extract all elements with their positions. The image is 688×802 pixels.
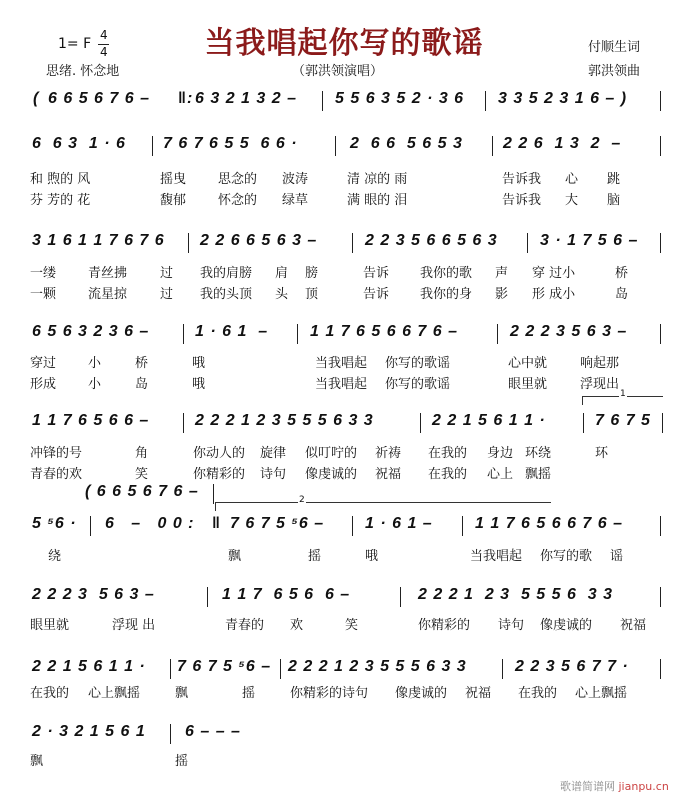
lyric-verse-2: 一颗 (30, 287, 57, 302)
lyric-verse-2: 岛 (135, 377, 149, 392)
barline (335, 136, 336, 156)
measure-notes: ( 6 6 5 6 7 6 – (85, 483, 199, 500)
lyric-verse-2: 小 (88, 377, 102, 392)
barline (660, 659, 661, 679)
lyric-verse-2: 心上 (487, 467, 514, 482)
lyric-verse-1: 心 (565, 172, 579, 187)
lyric-verse-1: 穿过 (30, 356, 57, 371)
measure-notes: 7 6 7 5 (595, 412, 651, 429)
barline (90, 516, 91, 536)
time-signature-top: 4 (100, 28, 108, 42)
barline (662, 413, 663, 433)
performer: （郭洪领演唱） (292, 64, 384, 79)
measure-notes: 2 2 6 1 3 2 – (503, 135, 622, 152)
measure-notes: 2 2 2 3 5 6 3 – (510, 323, 628, 340)
lyric-verse-1: 飘 (228, 549, 242, 564)
measure-notes: 3 1 6 1 1 7 6 7 6 (32, 232, 165, 249)
lyric-verse-1: 在我的 (518, 686, 558, 701)
lyric-verse-1: 冲锋的号 (30, 446, 83, 461)
measure-notes: 2 2 6 6 5 6 3 – (200, 232, 318, 249)
barline (583, 413, 584, 433)
barline (170, 659, 171, 679)
lyric-verse-1: 旋律 (260, 446, 287, 461)
lyric-verse-1: 跳 (607, 172, 621, 187)
measure-notes: 7 6 7 5 ⁵6 – (177, 658, 272, 675)
lyric-verse-2: 流星掠 (88, 287, 128, 302)
lyric-verse-1: 哦 (192, 356, 206, 371)
lyric-verse-1: 和 煦的 风 (30, 172, 91, 187)
lyric-verse-1: 声 (495, 266, 509, 281)
barline (660, 324, 661, 344)
measure-notes: 6 – 0 0 : (105, 515, 195, 532)
measure-notes: 3 · 1 7 5 6 – (540, 232, 639, 249)
measure-notes: 1 1 7 6 5 6 6 7 6 – (475, 515, 623, 532)
tempo-mood: 思绪. 怀念地 (46, 64, 120, 79)
barline (660, 91, 661, 111)
composer: 郭洪领曲 (588, 64, 641, 79)
lyric-verse-2: 岛 (615, 287, 629, 302)
barline (497, 324, 498, 344)
barline (188, 233, 189, 253)
lyric-verse-1: 青春的 (225, 618, 265, 633)
barline (183, 413, 184, 433)
lyric-verse-1: 你写的歌 (540, 549, 593, 564)
lyric-verse-1: 你写的歌谣 (385, 356, 451, 371)
lyric-verse-2: 哦 (192, 377, 206, 392)
lyric-verse-1: 欢 (290, 618, 304, 633)
lyric-verse-1: 告诉 (363, 266, 390, 281)
lyric-verse-1: 哦 (365, 549, 379, 564)
lyric-verse-1: 祝福 (620, 618, 647, 633)
measure-notes: 6 3 2 1 3 2 – (195, 90, 297, 107)
measure-notes: 5 ⁵6 · (32, 515, 77, 532)
lyric-verse-1: 响起那 (580, 356, 620, 371)
barline (183, 324, 184, 344)
barline (400, 587, 401, 607)
lyric-verse-1: 摇曳 (160, 172, 187, 187)
barline (502, 659, 503, 679)
measure-notes: 3 3 5 2 3 1 6 – ) (498, 90, 628, 107)
measure-notes: 2 6 6 5 6 5 3 (350, 135, 463, 152)
lyric-verse-1: 祝福 (465, 686, 492, 701)
lyric-verse-1: 飘 (30, 754, 44, 769)
lyric-verse-1: 青丝拂 (88, 266, 128, 281)
measure-notes: 2 2 1 5 6 1 1 · (432, 412, 546, 429)
barline (527, 233, 528, 253)
watermark-site: jianpu.cn (618, 780, 669, 793)
lyric-verse-1: 浮现 出 (112, 618, 156, 633)
lyric-verse-2: 像虔诚的 (305, 467, 358, 482)
barline (280, 659, 281, 679)
barline (322, 91, 323, 111)
measure-notes: 7 6 7 5 ⁵6 – (230, 515, 325, 532)
lyric-verse-1: 桥 (615, 266, 629, 281)
lyric-verse-1: 心中就 (508, 356, 548, 371)
lyric-verse-1: 环绕 (525, 446, 552, 461)
measure-notes: 5 5 6 3 5 2 · 3 6 (335, 90, 465, 107)
lyric-verse-2: 当我唱起 (315, 377, 368, 392)
lyric-verse-2: 诗句 (260, 467, 287, 482)
lyric-verse-1: 摇 (242, 686, 256, 701)
lyric-verse-1: 我你的歌 (420, 266, 473, 281)
barline (660, 516, 661, 536)
lyric-verse-2: 告诉 (363, 287, 390, 302)
key-signature: 1= F (58, 36, 92, 52)
lyric-verse-1: 清 凉的 雨 (347, 172, 408, 187)
lyric-verse-2: 你写的歌谣 (385, 377, 451, 392)
lyric-verse-1: 告诉我 (502, 172, 542, 187)
lyric-verse-2: 在我的 (428, 467, 468, 482)
lyric-verse-1: 穿 过小 (532, 266, 576, 281)
lyric-verse-1: 像虔诚的 (540, 618, 593, 633)
barline (152, 136, 153, 156)
lyric-verse-1: 桥 (135, 356, 149, 371)
barline (660, 587, 661, 607)
lyric-verse-1: 身边 (487, 446, 514, 461)
repeat-sign: ‖ (212, 515, 221, 532)
volta-1-label: 1 (620, 389, 626, 399)
measure-notes: 2 2 2 1 2 3 5 5 5 6 3 3 (418, 586, 614, 603)
barline (352, 233, 353, 253)
lyric-verse-2: 眼里就 (508, 377, 548, 392)
volta-2 (215, 495, 551, 511)
lyric-verse-1: 绕 (48, 549, 62, 564)
barline (170, 724, 171, 744)
lyric-verse-1: 当我唱起 (470, 549, 523, 564)
barline (207, 587, 208, 607)
measure-notes: 2 2 3 5 6 7 7 · (515, 658, 629, 675)
measure-notes: 7 6 7 6 5 5 6 6 · (163, 135, 298, 152)
lyric-verse-1: 诗句 (498, 618, 525, 633)
lyric-verse-1: 心上飘摇 (575, 686, 628, 701)
lyric-verse-1: 摇 (175, 754, 189, 769)
lyric-verse-2: 过 (160, 287, 174, 302)
lyric-verse-1: 谣 (610, 549, 624, 564)
lyric-verse-2: 告诉我 (502, 193, 542, 208)
time-signature-bottom: 4 (100, 45, 108, 59)
lyric-verse-1: 像虔诚的 (395, 686, 448, 701)
measure-notes: 6 6 5 6 7 6 – (48, 90, 150, 107)
lyric-verse-1: 一缕 (30, 266, 57, 281)
lyric-verse-1: 笑 (345, 618, 359, 633)
measure-notes: 2 · 3 2 1 5 6 1 (32, 723, 146, 740)
barline (213, 484, 214, 504)
lyric-verse-1: 你动人的 (193, 446, 246, 461)
lyric-verse-1: 在我的 (30, 686, 70, 701)
barline (492, 136, 493, 156)
lyric-verse-1: 小 (88, 356, 102, 371)
volta-2-label: 2 (299, 495, 305, 505)
lyric-verse-2: 脑 (607, 193, 621, 208)
song-title: 当我唱起你写的歌谣 (204, 26, 484, 61)
measure-notes: 2 2 1 5 6 1 1 · (32, 658, 146, 675)
lyric-verse-2: 青春的欢 (30, 467, 83, 482)
lyric-verse-2: 头 (275, 287, 289, 302)
measure-notes: 2 2 2 3 5 6 3 – (32, 586, 155, 603)
barline (420, 413, 421, 433)
measure-notes: 1 1 7 6 5 6 6 – (32, 412, 150, 429)
barline (660, 136, 661, 156)
lyric-verse-2: 怀念的 (218, 193, 258, 208)
lyric-verse-2: 芬 芳的 花 (30, 193, 91, 208)
lyric-verse-2: 顶 (305, 287, 319, 302)
lyric-verse-2: 我的头顶 (200, 287, 253, 302)
barline (462, 516, 463, 536)
lyric-verse-1: 你精彩的 (418, 618, 471, 633)
lyric-verse-2: 馥郁 (160, 193, 187, 208)
measure-notes: 1 1 7 6 5 6 6 7 6 – (310, 323, 458, 340)
lyric-verse-2: 浮现出 (580, 377, 620, 392)
watermark-cn: 歌谱简谱网 (560, 780, 615, 793)
lyric-verse-2: 影 (495, 287, 509, 302)
lyric-verse-1: 角 (135, 446, 149, 461)
lyric-verse-1: 你精彩的诗句 (290, 686, 369, 701)
measure-notes: ( (33, 90, 40, 107)
lyric-verse-2: 笑 (135, 467, 149, 482)
lyric-verse-2: 祝福 (375, 467, 402, 482)
lyric-verse-1: 肩 (275, 266, 289, 281)
lyric-verse-2: 你精彩的 (193, 467, 246, 482)
measure-notes: 6 6 3 1 · 6 (32, 135, 126, 152)
lyric-verse-1: 波涛 (282, 172, 309, 187)
lyric-verse-1: 摇 (308, 549, 322, 564)
lyric-verse-1: 在我的 (428, 446, 468, 461)
lyric-verse-1: 心上飘摇 (88, 686, 141, 701)
watermark (560, 778, 669, 794)
measure-notes: 2 2 3 5 6 6 5 6 3 (365, 232, 498, 249)
lyric-verse-1: 祈祷 (375, 446, 402, 461)
measure-notes: 1 1 7 6 5 6 6 – (222, 586, 351, 603)
measure-notes: 1 · 6 1 – (195, 323, 269, 340)
lyric-verse-1: 眼里就 (30, 618, 70, 633)
barline (660, 233, 661, 253)
lyric-verse-2: 满 眼的 泪 (347, 193, 408, 208)
lyric-verse-2: 形 成小 (532, 287, 576, 302)
lyric-verse-1: 过 (160, 266, 174, 281)
measure-notes: 2 2 2 1 2 3 5 5 5 6 3 3 (288, 658, 467, 675)
volta-1 (582, 389, 663, 405)
lyricist: 付顺生词 (588, 40, 641, 55)
measure-notes: 6 – – – (185, 723, 241, 740)
lyric-verse-1: 我的肩膀 (200, 266, 253, 281)
barline (297, 324, 298, 344)
lyric-verse-1: 思念的 (218, 172, 258, 187)
lyric-verse-2: 大 (565, 193, 579, 208)
measure-notes: 6 5 6 3 2 3 6 – (32, 323, 150, 340)
lyric-verse-1: 环 (595, 446, 609, 461)
measure-notes: 2 2 2 1 2 3 5 5 5 6 3 3 (195, 412, 374, 429)
lyric-verse-2: 绿草 (282, 193, 309, 208)
lyric-verse-2: 飘摇 (525, 467, 552, 482)
lyric-verse-1: 飘 (175, 686, 189, 701)
lyric-verse-1: 膀 (305, 266, 319, 281)
lyric-verse-2: 形成 (30, 377, 57, 392)
lyric-verse-1: 当我唱起 (315, 356, 368, 371)
barline (485, 91, 486, 111)
lyric-verse-1: 似叮咛的 (305, 446, 358, 461)
repeat-sign: ‖: (178, 90, 194, 107)
lyric-verse-2: 我你的身 (420, 287, 473, 302)
barline (352, 516, 353, 536)
measure-notes: 1 · 6 1 – (365, 515, 433, 532)
